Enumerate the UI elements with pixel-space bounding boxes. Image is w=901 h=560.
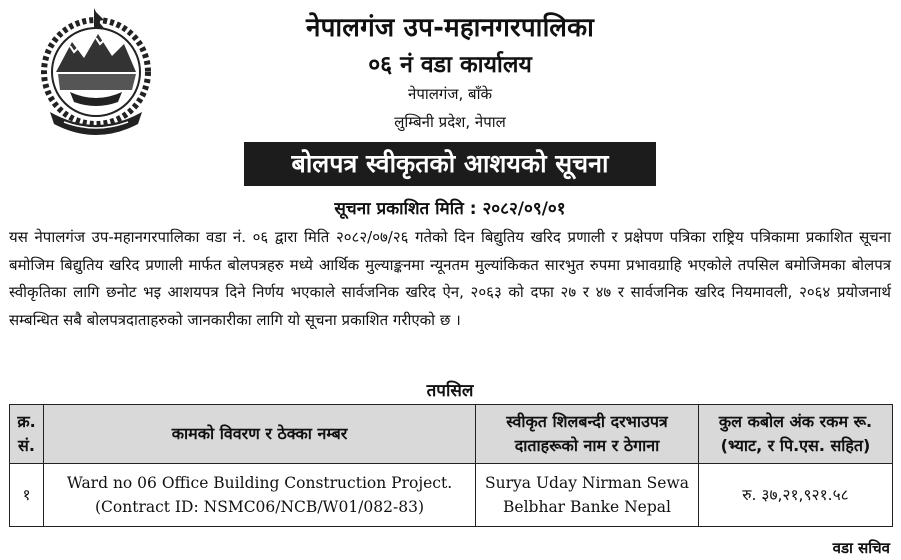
org-name: नेपालगंज उप-महानगरपालिका [305, 13, 595, 43]
header-bidder: स्वीकृत शिलबन्दी दरभाउपत्र दाताहरूको नाम र ठेगाना [476, 405, 699, 464]
cell-work-description [44, 464, 476, 527]
location-district: नेपालगंज, बाँके [408, 85, 492, 103]
notice-body: यस नेपालगंज उप-महानगरपालिका वडा नं. ०६ द्वारा मिति २०८२/०७/२६ गतेको दिन बिद्युतिय खरिद प्रणाली र प्रक्षेपण पत्रिका राष्ट्रिय पत्रिकामा प्रकाशित सूचना बमोजिम बिद्युतिय खरिद प्रणाली मार्फत बोलपत्रहरु मध्ये आर्थिक मुल्याङ्कनमा न्यूनतम मुल्यांकिकत सारभुत रुपमा प्रभावग्राहि भएकोले तपसिल बमोजिमका बोलपत्र स्वीकृतिका लागि छनोट भइ आशयपत्र दिने निर्णय भएकाले सार्वजनिक खरिद ऐन, २०६३ को दफा २७ र ४७ र सार्वजनिक खरिद नियमावली, २०६४ प्रयोजनार्थ सम्बन्धित सबै बोलपत्रदाताहरुको जानकारीका लागि यो सूचना प्रकाशित गरीएको छ । [9, 228, 891, 329]
bidder-name: Surya Uday Nirman Sewa [485, 474, 689, 492]
work-description-line: Ward no 06 Office Building Construction Project. [66, 474, 453, 492]
notice-title-banner: बोलपत्र स्वीकृतको आशयको सूचना [244, 142, 656, 186]
cell-serial-no: १ [10, 464, 44, 527]
table-row [10, 464, 893, 527]
details-title: तपसिल [426, 381, 474, 401]
published-date: सूचना प्रकाशित मिति : २०८२/०९/०१ [334, 199, 566, 219]
location-province: लुम्बिनी प्रदेश, नेपाल [394, 113, 506, 131]
header-serial-no: क्र. सं. [10, 405, 44, 464]
header-amount: कुल कबोल अंक रकम रू. (भ्याट, र पि.एस. सहित) [699, 405, 893, 464]
coat-of-arms-emblem [40, 6, 152, 138]
contract-id-line: (Contract ID: NSMC06/NCB/W01/082-83) [95, 498, 424, 516]
signature-title: वडा सचिव [832, 539, 890, 557]
office-name: ०६ नं वडा कार्यालय [368, 52, 532, 78]
cell-amount: रु. ३७,२१,९२१.५८ [699, 464, 893, 527]
header-work-description: कामको विवरण र ठेक्का नम्बर [44, 405, 476, 464]
cell-bidder [476, 464, 699, 527]
table-header-row [10, 405, 893, 464]
bidder-address: Belbhar Banke Nepal [503, 498, 671, 516]
award-table [9, 404, 893, 527]
